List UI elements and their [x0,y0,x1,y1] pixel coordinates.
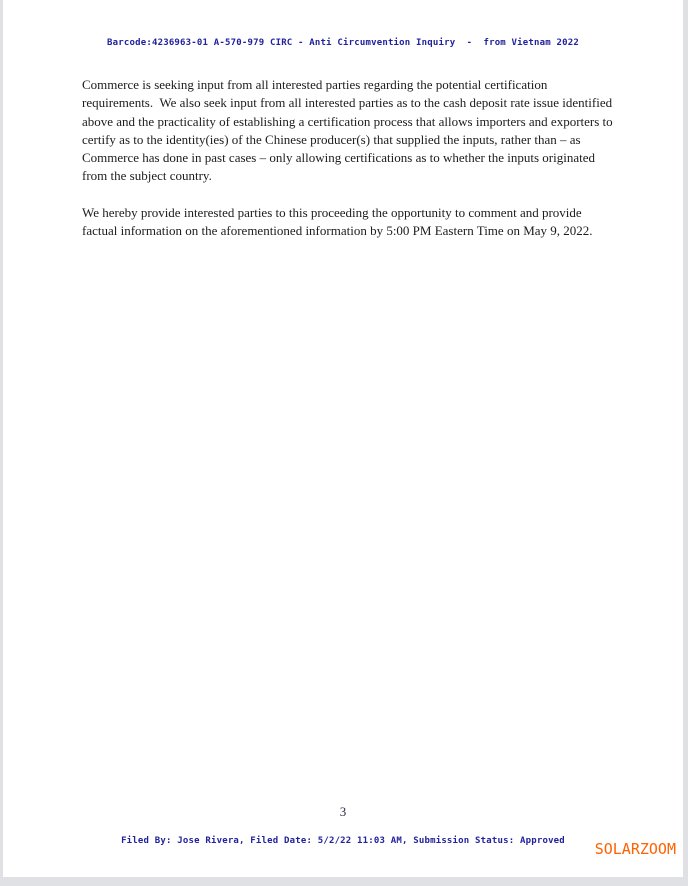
paragraph: We hereby provide interested parties to this proceeding the opportunity to comment and provide factual information on the aforementioned information by 5:00 PM Eastern Time on May 9, 2022. [82,204,593,239]
document-body [82,76,619,240]
filing-footer: Filed By: Jose Rivera, Filed Date: 5/2/22 11:03 AM, Submission Status: Approved [121,836,565,846]
paragraph: Commerce is seeking input from all interested parties regarding the potential certification requirements. We also seek input from all interested parties as to the cash deposit rate issue identified above and the practicality of establishing a certification process that allows importers and exporters to certify as to the identity(ies) of the Chinese producer(s) that supplied the inputs, rather than – as Commerce has done in past cases – only allowing certifications as to whether the inputs originated from the subject country. [82,77,616,184]
page-number: 3 [339,804,347,819]
solarzoom-watermark: SOLARZOOM [594,840,676,858]
document-page [3,0,683,877]
barcode-header: Barcode:4236963-01 A-570-979 CIRC - Anti Circumvention Inquiry - from Vietnam 2022 [107,38,579,48]
